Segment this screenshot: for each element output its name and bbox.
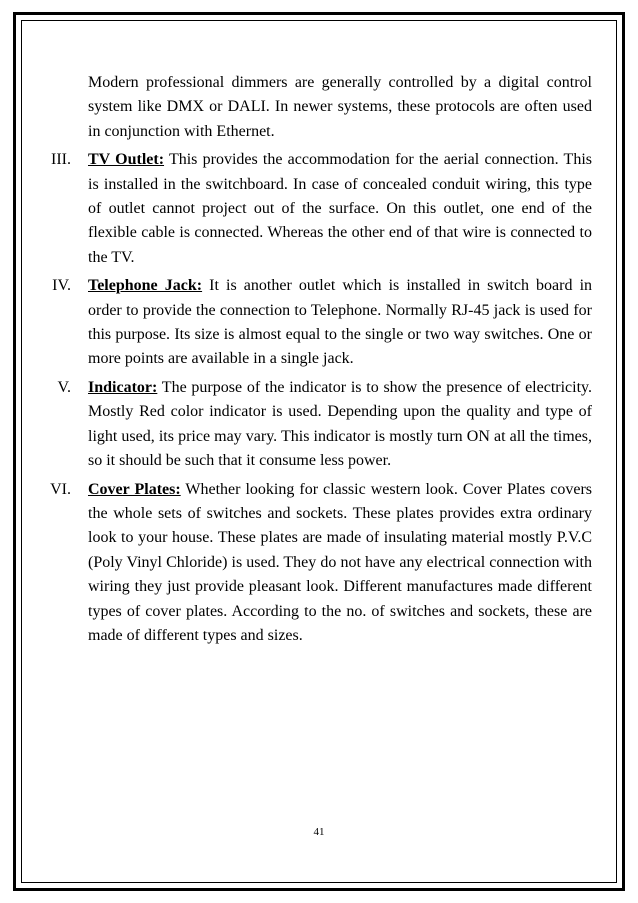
list-item-tv-outlet — [47, 148, 592, 270]
item-text: The purpose of the indicator is to show the presence of electricity. Mostly Red color indicator is used. Depending upon the quality and type of light used, its price may vary. This indicator is mostly turn ON at all the times, so it should be such that it consume less power. — [88, 378, 592, 470]
page-number: 41 — [313, 826, 325, 838]
item-term: Cover Plates: — [88, 480, 181, 498]
item-term: TV Outlet: — [88, 151, 165, 169]
item-body — [88, 376, 592, 474]
item-numeral: IV. — [52, 277, 71, 295]
page-content — [47, 71, 592, 648]
item-numeral: III. — [51, 151, 71, 169]
list-item-cover-plates — [47, 478, 592, 649]
item-term: Indicator: — [88, 378, 158, 396]
item-body — [88, 478, 592, 649]
item-term: Telephone Jack: — [88, 277, 203, 295]
list-item-telephone-jack — [47, 274, 592, 372]
item-body — [88, 274, 592, 372]
intro-paragraph: Modern professional dimmers are generally controlled by a digital control system like DMX or DALI. In newer systems, these protocols are often used in conjunction with Ethernet. — [88, 74, 592, 140]
item-numeral: VI. — [50, 480, 71, 498]
item-numeral: V. — [57, 378, 71, 396]
item-text: Whether looking for classic western look. Cover Plates covers the whole sets of switches and sockets. These plates provides extra ordinary look to your house. These plates are made of insulating material mostly P.V.C (Poly Vinyl Chloride) is used. They do not have any electrical connection with wiring they just provide pleasant look. Different manufactures made different types of cover plates. According to the no. of switches and sockets, these are made of different types and sizes. — [88, 480, 592, 644]
item-body — [88, 148, 592, 270]
list-item-indicator — [47, 376, 592, 474]
item-text: It is another outlet which is installed in switch board in order to provide the connection to Telephone. Normally RJ-45 jack is used for this purpose. Its size is almost equal to the single or two way switches. One or more points are available in a single jack. — [88, 277, 593, 368]
item-text: This provides the accommodation for the aerial connection. This is installed in the switchboard. In case of concealed conduit wiring, this type of outlet cannot project out of the surface. On this outlet, one end of the flexible cable is connected. Whereas the other end of that wire is connected to the TV. — [88, 151, 592, 266]
